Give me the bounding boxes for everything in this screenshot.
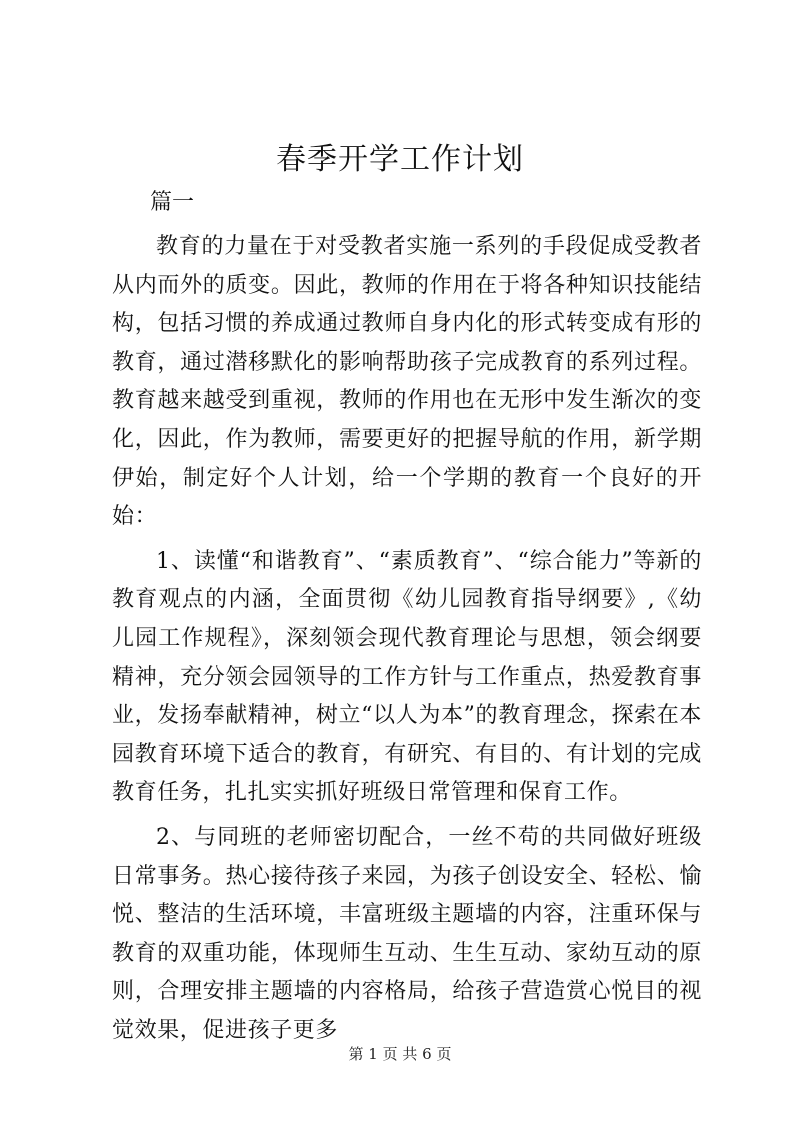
- section-label: 篇一: [150, 190, 195, 215]
- document-title: 春季开学工作计划: [276, 142, 524, 177]
- document-body: [112, 184, 702, 1050]
- paragraph-intro: 教育的力量在于对受教者实施一系列的手段促成受教者从内而外的质变。因此，教师的作用在于将各种知识技能结构，包括习惯的养成通过教师自身内化的形式转变成有形的教育，通过潜移默化的影响帮助孩子完成教育的系列过程。教育越来越受到重视，教师的作用也在无形中发生渐次的变化，因此，作为教师，需要更好的把握导航的作用，新学期伊始，制定好个人计划，给一个学期的教育一个良好的开始：: [112, 234, 702, 530]
- paragraph-item-2: 2、与同班的老师密切配合，一丝不苟的共同做好班级日常事务。热心接待孩子来园，为孩子创设安全、轻松、愉悦、整洁的生活环境，丰富班级主题墙的内容，注重环保与教育的双重功能，体现师生互动、生生互动、家幼互动的原则，合理安排主题墙的内容格局，给孩子营造赏心悦目的视觉效果，促进孩子更多: [112, 824, 702, 1043]
- paragraph-item-1: 1、读懂“和谐教育”、“素质教育”、“综合能力”等新的教育观点的内涵，全面贯彻《幼儿园教育指导纲要》,《幼儿园工作规程》，深刻领会现代教育理论与思想，领会纲要精神，充分领会园领导的工作方针与工作重点，热爱教育事业，发扬奉献精神，树立“以人为本”的教育理念，探索在本园教育环境下适合的教育，有研究、有目的、有计划的完成教育任务，扎扎实实抓好班级日常管理和保育工作。: [112, 548, 702, 806]
- page-footer: 第 1 页 共 6 页: [348, 1045, 452, 1063]
